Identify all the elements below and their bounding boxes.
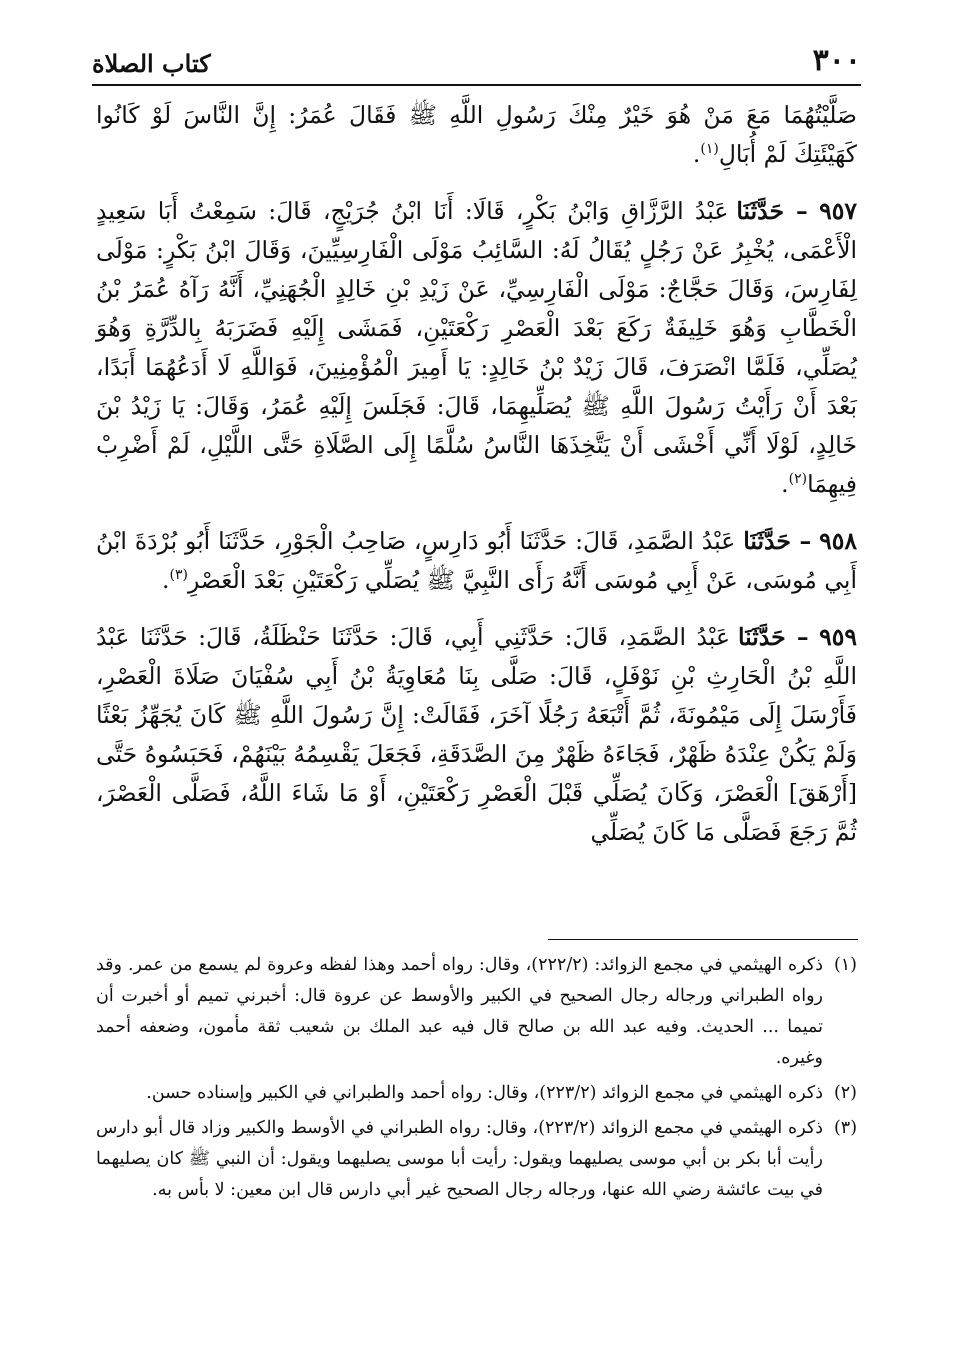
- hadith-lead: حَدَّثَنَا: [743, 527, 791, 555]
- hadith-paragraph: ٩٥٩ – حَدَّثَنَاعَبْدُ الصَّمَدِ، قَالَ: حَدَّثَنِي أَبِي، قَالَ: حَدَّثَنَا حَنْظَلَةُ، قَالَ: حَدَّثَنَا عَبْدُ اللَّهِ بْنُ الْحَارِثِ بْنِ نَوْفَلٍ، قَالَ: صَلَّى بِنَا مُعَاوِيَةُ بْنُ أَبِي سُفْيَانَ صَلَاةَ الْعَصْرِ، فَأَرْسَلَ إِلَى مَيْمُونَةَ، ثُمَّ أَتْبَعَهُ رَجُلًا آخَرَ، فَقَالَتْ: إِنَّ رَسُولَ اللَّهِ ﷺ كَانَ يُجَهِّزُ بَعْثًا وَلَمْ يَكُنْ عِنْدَهُ ظَهْرٌ، فَجَاءَهُ ظَهْرٌ مِنَ الصَّدَقَةِ، فَجَعَلَ يَقْسِمُهُ بَيْنَهُمْ، فَحَبَسُوهُ حَتَّى [أَرْهَقَ] الْعَصْرَ، وَكَانَ يُصَلِّي قَبْلَ الْعَصْرِ رَكْعَتَيْنِ، أَوْ مَا شَاءَ اللَّهُ، فَصَلَّى الْعَصْرَ، ثُمَّ رَجَعَ فَصَلَّى مَا كَانَ يُصَلِّي: [96, 623, 857, 846]
- hadith-text: عَبْدُ الرَّزَّاقِ وَابْنُ بَكْرٍ، قَالَا: أَنَا ابْنُ جُرَيْجٍ، قَالَ: سَمِعْتُ أَبَا سَعِيدٍ الْأَعْمَى، يُخْبِرُ عَنْ رَجُلٍ يُقَالُ لَهُ: السَّائِبُ مَوْلَى الْفَارِسِيِّينَ، وَقَالَ ابْنُ بَكْرٍ: مَوْلَى لِفَارِسَ، وَقَالَ حَجَّاجٌ: مَوْلَى الْفَارِسِيِّ، عَنْ زَيْدِ بْنِ خَالِدٍ الْجُهَنِيِّ، أَنَّهُ رَآهُ عُمَرُ بْنُ الْخَطَّابِ وَهُوَ خَلِيفَةٌ رَكَعَ بَعْدَ الْعَصْرِ رَكْعَتَيْنِ، فَمَشَى إِلَيْهِ فَضَرَبَهُ بِالدِّرَّةِ وَهُوَ يُصَلِّي، فَلَمَّا انْصَرَفَ، قَالَ زَيْدٌ بْنُ خَالِدٍ: يَا أَمِيرَ الْمُؤْمِنِينَ، فَوَاللَّهِ لَا أَدَعُهُمَا أَبَدًا، بَعْدَ أَنْ رَأَيْتُ رَسُولَ اللَّهِ ﷺ يُصَلِّيهِمَا، قَالَ: فَجَلَسَ إِلَيْهِ عُمَرُ، وَقَالَ: يَا زَيْدُ بْنَ خَالِدٍ، لَوْلَا أَنِّي أَخْشَى أَنْ يَتَّخِذَهَا النَّاسُ سُلَّمًا إِلَى الصَّلَاةِ حَتَّى اللَّيْلِ، لَمْ أَضْرِبْ فِيهِمَا: [96, 197, 857, 498]
- footnote-number: (٣): [833, 1118, 858, 1138]
- hadith-text: عَبْدُ الصَّمَدِ، قَالَ: حَدَّثَنِي أَبِي، قَالَ: حَدَّثَنَا حَنْظَلَةُ، قَالَ: حَدَّثَنَا عَبْدُ اللَّهِ بْنُ الْحَارِثِ بْنِ نَوْفَلٍ، قَالَ: صَلَّى بِنَا مُعَاوِيَةُ بْنُ أَبِي سُفْيَانَ صَلَاةَ الْعَصْرِ، فَأَرْسَلَ إِلَى مَيْمُونَةَ، ثُمَّ أَتْبَعَهُ رَجُلًا آخَرَ، فَقَالَتْ: إِنَّ رَسُولَ اللَّهِ ﷺ كَانَ يُجَهِّزُ بَعْثًا وَلَمْ يَكُنْ عِنْدَهُ ظَهْرٌ، فَجَاءَهُ ظَهْرٌ مِنَ الصَّدَقَةِ، فَجَعَلَ يَقْسِمُهُ بَيْنَهُمْ، فَحَبَسُوهُ حَتَّى [أَرْهَقَ] الْعَصْرَ، وَكَانَ يُصَلِّي قَبْلَ الْعَصْرِ رَكْعَتَيْنِ، أَوْ مَا شَاءَ اللَّهُ، فَصَلَّى الْعَصْرَ، ثُمَّ رَجَعَ فَصَلَّى مَا كَانَ يُصَلِّي: [96, 623, 857, 846]
- footnote-number: (١): [833, 955, 857, 975]
- footnote: [96, 1113, 857, 1206]
- main-text: [96, 96, 857, 870]
- header-rule: [92, 84, 861, 86]
- footnote-ref: (١): [700, 141, 719, 158]
- page-header: [92, 38, 861, 78]
- hadith-lead: حَدَّثَنَا: [736, 197, 785, 225]
- footnote: [96, 1078, 857, 1109]
- footnote-ref: (٣): [169, 567, 188, 584]
- hadith-number: ٩٥٧: [819, 197, 857, 225]
- hadith-text: عَبْدُ الصَّمَدِ، قَالَ: حَدَّثَنَا أَبُو دَارِسٍ، صَاحِبُ الْجَوْرِ، حَدَّثَنَا أَبُو بُرْدَةَ ابْنُ أَبِي مُوسَى، عَنْ أَبِي مُوسَى أَنَّهُ رَأَى النَّبِيَّ ﷺ يُصَلِّي رَكْعَتَيْنِ بَعْدَ الْعَصْرِ: [96, 527, 857, 594]
- hadith-number: ٩٥٩: [819, 623, 857, 651]
- opening-paragraph: صَلَّيْتُهُمَا مَعَ مَنْ هُوَ خَيْرٌ مِنْكَ رَسُولِ اللَّهِ ﷺ فَقَالَ عُمَرُ: إِنَّ النَّاسَ لَوْ كَانُوا كَهَيْئَتِكَ لَمْ أُبَالِ$^{(١)}$.: [96, 101, 857, 168]
- footnote-text: ذكره الهيثمي في مجمع الزوائد (٢٢٣/٢)، وقال: رواه أحمد والطبراني في الكبير وإسناده حسن.: [146, 1083, 823, 1103]
- footnote-ref: (٢): [788, 471, 808, 488]
- opening-text: صَلَّيْتُهُمَا مَعَ مَنْ هُوَ خَيْرٌ مِنْكَ رَسُولِ اللَّهِ ﷺ فَقَالَ عُمَرُ: إِنَّ النَّاسَ لَوْ كَانُوا كَهَيْئَتِكَ لَمْ أُبَالِ: [96, 101, 857, 168]
- footnote: [96, 950, 857, 1074]
- footnote-number: (٢): [833, 1083, 857, 1103]
- hadith-paragraph: ٩٥٨ – حَدَّثَنَاعَبْدُ الصَّمَدِ، قَالَ: حَدَّثَنَا أَبُو دَارِسٍ، صَاحِبُ الْجَوْرِ، حَدَّثَنَا أَبُو بُرْدَةَ ابْنُ أَبِي مُوسَى، عَنْ أَبِي مُوسَى أَنَّهُ رَأَى النَّبِيَّ ﷺ يُصَلِّي رَكْعَتَيْنِ بَعْدَ الْعَصْرِ$^{(٣)}$.: [96, 527, 857, 594]
- footnote-rule: [548, 939, 858, 940]
- book-title: كتاب الصلاة: [92, 49, 211, 78]
- footnote-text: ذكره الهيثمي في مجمع الزوائد (٢٢٣/٢)، وقال: رواه الطبراني في الأوسط والكبير وزاد قال أبو دارس رأيت أبا بكر بن أبي موسى يصليهما ويقول: رأيت أبا موسى يصليهما ويقول: أن النبي ﷺ كان يصليهما في بيت عائشة رضي الله عنها، ورجاله رجال الصحيح غير أبي دارس قال ابن معين: لا بأس به.: [96, 1118, 824, 1200]
- footnote-text: ذكره الهيثمي في مجمع الزوائد: (٢٢٢/٢)، وقال: رواه أحمد وهذا لفظه وعروة لم يسمع من عمر. وقد رواه الطبراني ورجاله رجال الصحيح في الكبير والأوسط عن عروة قال: أخبرني تميم أو أخبرت أن تميما ... الحديث. وفيه عبد الله بن صالح قال فيه عبد الملك بن شعيب ثقة مأمون، وضعفه أحمد وغيره.: [96, 955, 823, 1068]
- page-number: ٣٠٠: [812, 43, 861, 78]
- footnotes: [96, 950, 857, 1210]
- hadith-paragraph: ٩٥٧ – حَدَّثَنَاعَبْدُ الرَّزَّاقِ وَابْنُ بَكْرٍ، قَالَا: أَنَا ابْنُ جُرَيْجٍ، قَالَ: سَمِعْتُ أَبَا سَعِيدٍ الْأَعْمَى، يُخْبِرُ عَنْ رَجُلٍ يُقَالُ لَهُ: السَّائِبُ مَوْلَى الْفَارِسِيِّينَ، وَقَالَ ابْنُ بَكْرٍ: مَوْلَى لِفَارِسَ، وَقَالَ حَجَّاجٌ: مَوْلَى الْفَارِسِيِّ، عَنْ زَيْدِ بْنِ خَالِدٍ الْجُهَنِيِّ، أَنَّهُ رَآهُ عُمَرُ بْنُ الْخَطَّابِ وَهُوَ خَلِيفَةٌ رَكَعَ بَعْدَ الْعَصْرِ رَكْعَتَيْنِ، فَمَشَى إِلَيْهِ فَضَرَبَهُ بِالدِّرَّةِ وَهُوَ يُصَلِّي، فَلَمَّا انْصَرَفَ، قَالَ زَيْدٌ بْنُ خَالِدٍ: يَا أَمِيرَ الْمُؤْمِنِينَ، فَوَاللَّهِ لَا أَدَعُهُمَا أَبَدًا، بَعْدَ أَنْ رَأَيْتُ رَسُولَ اللَّهِ ﷺ يُصَلِّيهِمَا، قَالَ: فَجَلَسَ إِلَيْهِ عُمَرُ، وَقَالَ: يَا زَيْدُ بْنَ خَالِدٍ، لَوْلَا أَنِّي أَخْشَى أَنْ يَتَّخِذَهَا النَّاسُ سُلَّمًا إِلَى الصَّلَاةِ حَتَّى اللَّيْلِ، لَمْ أَضْرِبْ فِيهِمَا$^{(٢)}$.: [96, 197, 857, 498]
- hadith-lead: حَدَّثَنَا: [738, 623, 786, 651]
- hadith-number: ٩٥٨: [819, 527, 857, 555]
